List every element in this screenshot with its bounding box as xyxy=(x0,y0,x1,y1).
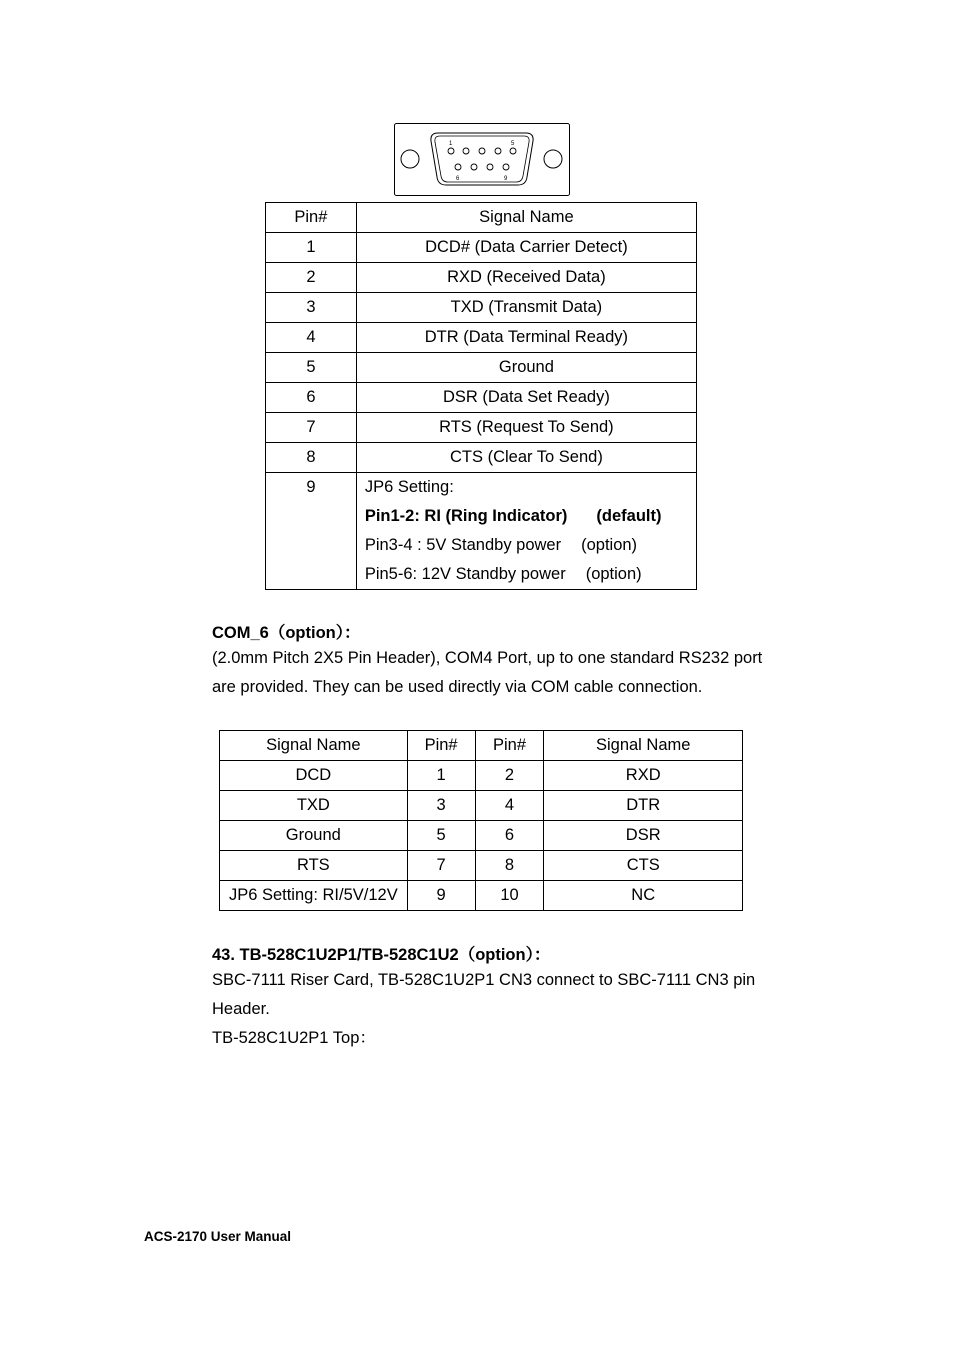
jp6-option-default: Pin1-2: RI (Ring Indicator) (default) xyxy=(364,507,662,525)
signal-cell: TXD xyxy=(220,791,408,821)
db9-pin-table xyxy=(265,202,697,590)
header-cell: Signal Name xyxy=(544,731,743,761)
jp6-title: JP6 Setting: xyxy=(364,478,454,496)
header-cell: Signal Name xyxy=(220,731,408,761)
pin-cell: 6 xyxy=(266,383,357,413)
section-43-heading: 43. TB-528C1U2P1/TB-528C1U2（option）： xyxy=(212,946,551,964)
signal-cell: Ground xyxy=(220,821,408,851)
table-row xyxy=(266,293,697,323)
pin-cell: 9 xyxy=(407,881,475,911)
table-row xyxy=(266,323,697,353)
pin-cell: 8 xyxy=(266,443,357,473)
signal-cell: CTS (Clear To Send) xyxy=(356,443,696,473)
com6-description: (2.0mm Pitch 2X5 Pin Header), COM4 Port, up to one standard RS232 port are provided. They can be used directly via COM cable connection. xyxy=(212,649,763,696)
signal-cell: DTR xyxy=(544,791,743,821)
jp6-option-5v: Pin3-4 : 5V Standby power (option) xyxy=(364,536,638,554)
pin-cell: 8 xyxy=(475,851,544,881)
table-row xyxy=(220,881,743,911)
connector-pin-label: 9 xyxy=(504,176,508,182)
signal-cell: DTR (Data Terminal Ready) xyxy=(356,323,696,353)
pin-cell: 1 xyxy=(407,761,475,791)
header-cell: Pin# xyxy=(407,731,475,761)
pin-cell: 7 xyxy=(266,413,357,443)
signal-cell: DCD# (Data Carrier Detect) xyxy=(356,233,696,263)
pin-cell: 9 xyxy=(266,473,357,590)
pin-cell: 5 xyxy=(266,353,357,383)
jp6-option-12v: Pin5-6: 12V Standby power (option) xyxy=(364,565,642,583)
signal-cell: RXD xyxy=(544,761,743,791)
table-row xyxy=(266,413,697,443)
table-row xyxy=(220,821,743,851)
connector-pin-label: 1 xyxy=(449,141,453,147)
signal-cell: DSR xyxy=(544,821,743,851)
pin-cell: 10 xyxy=(475,881,544,911)
pin-cell: 2 xyxy=(475,761,544,791)
table-row xyxy=(266,353,697,383)
pin-cell: 6 xyxy=(475,821,544,851)
table-row xyxy=(266,473,697,590)
signal-cell: NC xyxy=(544,881,743,911)
signal-cell: JP6 Setting: RI/5V/12V xyxy=(220,881,408,911)
pin-cell: 7 xyxy=(407,851,475,881)
table-row xyxy=(220,761,743,791)
signal-cell: RTS xyxy=(220,851,408,881)
signal-cell: RTS (Request To Send) xyxy=(356,413,696,443)
page-footer: ACS-2170 User Manual xyxy=(144,1229,292,1244)
signal-cell: DCD xyxy=(220,761,408,791)
pin-cell: 5 xyxy=(407,821,475,851)
connector-pin-label: 5 xyxy=(511,141,515,147)
db9-connector-drawing xyxy=(394,123,570,196)
connector-pin-label: 6 xyxy=(456,176,460,182)
pin-cell: 4 xyxy=(475,791,544,821)
pin-cell: 3 xyxy=(266,293,357,323)
pin-cell: 4 xyxy=(266,323,357,353)
signal-cell: DSR (Data Set Ready) xyxy=(356,383,696,413)
table-row xyxy=(220,851,743,881)
pin-cell: 1 xyxy=(266,233,357,263)
header-cell: Signal Name xyxy=(356,203,696,233)
signal-cell: CTS xyxy=(544,851,743,881)
section-43-body: SBC-7111 Riser Card, TB-528C1U2P1 CN3 connect to SBC-7111 CN3 pin Header. TB-528C1U2P1 Top： xyxy=(212,971,756,1047)
table-row xyxy=(266,233,697,263)
signal-cell: RXD (Received Data) xyxy=(356,263,696,293)
com6-pin-table xyxy=(219,730,743,911)
pin-cell: 2 xyxy=(266,263,357,293)
table-row xyxy=(266,263,697,293)
table-header-row xyxy=(220,731,743,761)
jp6-setting-cell xyxy=(356,473,696,590)
table-row xyxy=(266,443,697,473)
signal-cell: Ground xyxy=(356,353,696,383)
header-cell: Pin# xyxy=(266,203,357,233)
header-cell: Pin# xyxy=(475,731,544,761)
table-row xyxy=(220,791,743,821)
signal-cell: TXD (Transmit Data) xyxy=(356,293,696,323)
com6-heading: COM_6（option）： xyxy=(212,624,361,642)
pin-cell: 3 xyxy=(407,791,475,821)
table-header-row xyxy=(266,203,697,233)
table-row xyxy=(266,383,697,413)
